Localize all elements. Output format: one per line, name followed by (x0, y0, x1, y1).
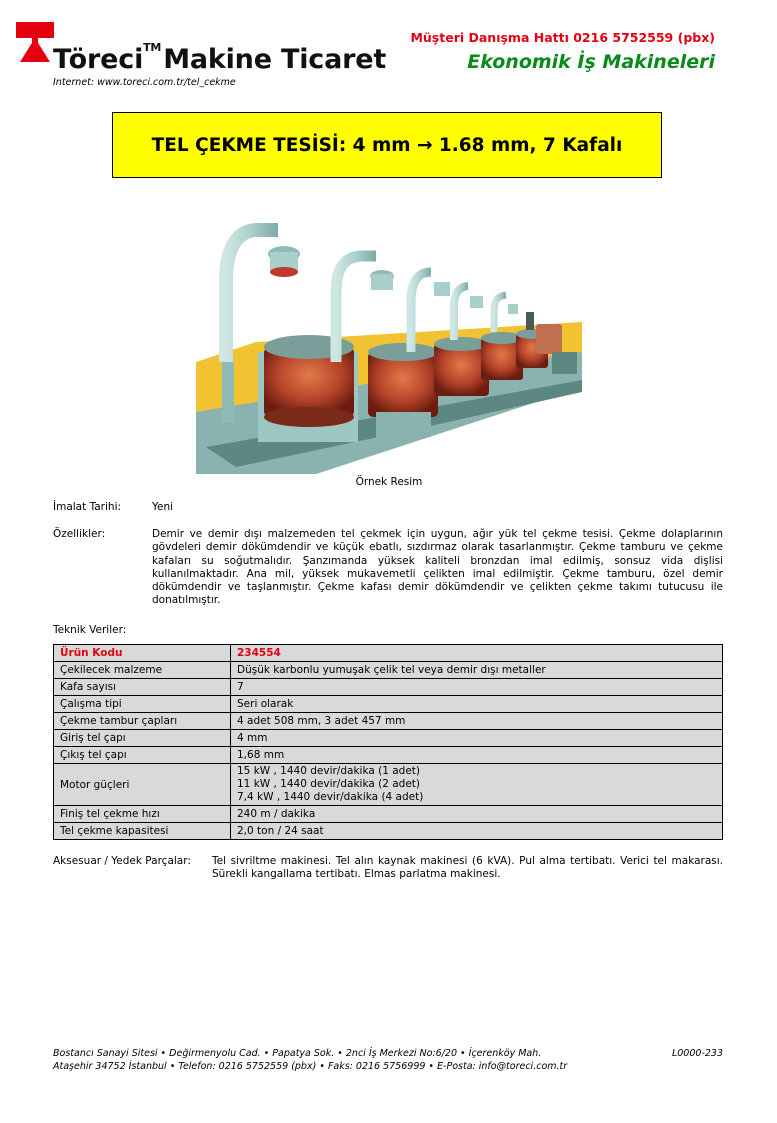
product-code-label: Ürün Kodu (54, 645, 231, 662)
tech-data-label: Teknik Veriler: (53, 624, 127, 636)
features-text: Demir ve demir dışı malzemeden tel çekmek için uygun, ağır yük tel çekme tesisi. Çekme dolaplarının gövdeleri demir dökümdendir ve küçük ebatlı, sızdırmaz olarak tasarlanmıştır. Çekme tamburu ve çekme kafaları su soğutmalıdır. Şanzımanda yüksek kaliteli bronzdan imal edilmiş, sonsuz vida dişlisi kullanılmaktadır. Ana mil, yüksek mukavemetli çelikten imal edilmiştir. Çekme tamburu, özel demir dökümdendir ve taşlanmıştır. Çekme kafası demir dökümdendir ve çelikten çekme takımı tutucusu ile donatılmıştır. (152, 528, 723, 607)
table-header-row (54, 645, 723, 662)
features-label: Özellikler: (53, 528, 106, 540)
title-box (112, 112, 662, 178)
trademark-sign: TM (143, 41, 162, 54)
row-value: Düşük karbonlu yumuşak çelik tel veya demir dışı metaller (231, 662, 723, 679)
table-row (54, 823, 723, 840)
row-key: Çıkış tel çapı (54, 747, 231, 764)
row-value: 2,0 ton / 24 saat (231, 823, 723, 840)
row-key: Çekme tambur çapları (54, 713, 231, 730)
website-link[interactable]: Internet: www.toreci.com.tr/tel_cekme (53, 77, 236, 88)
document-code: L0000-233 (671, 1048, 723, 1059)
toreci-logo-icon (14, 22, 56, 78)
company-name: Töreci™Makine Ticaret (53, 41, 387, 75)
row-key: Giriş tel çapı (54, 730, 231, 747)
table-row (54, 679, 723, 696)
motor-line: 15 kW , 1440 devir/dakika (1 adet) (237, 765, 420, 777)
tech-data-table (53, 644, 723, 840)
row-key: Çekilecek malzeme (54, 662, 231, 679)
row-key: Tel çekme kapasitesi (54, 823, 231, 840)
table-row-motor (54, 764, 723, 806)
row-value: 1,68 mm (231, 747, 723, 764)
row-value: 4 mm (231, 730, 723, 747)
row-value: Seri olarak (231, 696, 723, 713)
production-date-value: Yeni (152, 501, 174, 513)
table-row (54, 730, 723, 747)
row-key: Motor güçleri (54, 764, 231, 806)
photo-caption: Örnek Resim (355, 476, 423, 488)
page-title: TEL ÇEKME TESİSİ: 4 mm → 1.68 mm, 7 Kafalı (151, 134, 623, 156)
motor-line: 7,4 kW , 1440 devir/dakika (4 adet) (237, 791, 424, 803)
table-row (54, 747, 723, 764)
motor-line: 11 kW , 1440 devir/dakika (2 adet) (237, 778, 420, 790)
footer-contact: Ataşehir 34752 İstanbul • Telefon: 0216 5752559 (pbx) • Faks: 0216 5756999 • E-Posta: info@toreci.com.tr (53, 1061, 568, 1072)
slogan: Ekonomik İş Makineleri (467, 51, 715, 73)
row-value: 4 adet 508 mm, 3 adet 457 mm (231, 713, 723, 730)
accessories-text: Tel sivriltme makinesi. Tel alın kaynak makinesi (6 kVA). Pul alma tertibatı. Verici tel makarası. Sürekli kangallama tertibatı. Elmas parlatma makinesi. (212, 855, 723, 881)
accessories-label: Aksesuar / Yedek Parçalar: (53, 855, 191, 867)
row-key: Kafa sayısı (54, 679, 231, 696)
motor-values (231, 764, 723, 806)
table-row (54, 696, 723, 713)
row-key: Çalışma tipi (54, 696, 231, 713)
customer-hotline: Müşteri Danışma Hattı 0216 5752559 (pbx) (410, 30, 715, 45)
table-row (54, 713, 723, 730)
table-row (54, 806, 723, 823)
row-value: 7 (231, 679, 723, 696)
machine-photo (196, 212, 582, 474)
product-code-value: 234554 (231, 645, 723, 662)
row-key: Finiş tel çekme hızı (54, 806, 231, 823)
footer-address: Bostancı Sanayi Sitesi • Değirmenyolu Cad. • Papatya Sok. • 2nci İş Merkezi No:6/20 • İçerenköy Mah. (53, 1048, 542, 1059)
production-date-label: İmalat Tarihi: (53, 501, 122, 513)
table-row (54, 662, 723, 679)
row-value: 240 m / dakika (231, 806, 723, 823)
